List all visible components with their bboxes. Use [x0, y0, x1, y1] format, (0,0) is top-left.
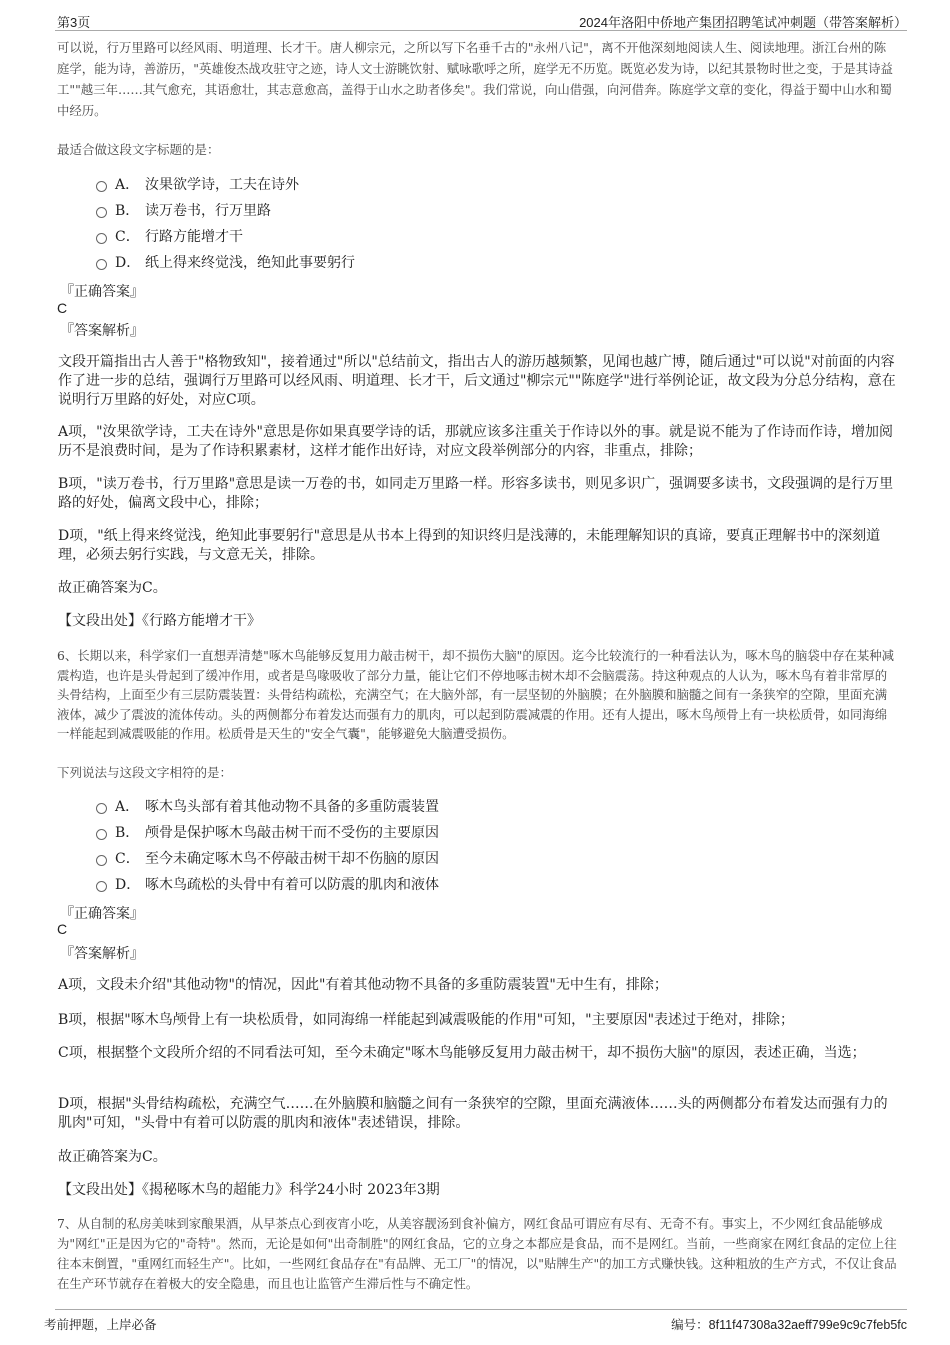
q5-prompt: 最适合做这段文字标题的是：	[57, 142, 220, 157]
radio-icon[interactable]	[96, 233, 107, 244]
q5-passage: 可以说，行万里路可以经风雨、明道理、长才干。唐人柳宗元，之所以写下名垂千古的"永州八记"，离不开他深刻地阅读人生、阅读地理。浙江台州的陈庭学，能为诗，善游历，"英雄俊杰战攻驻守之迹，诗人文士游眺饮射、赋咏歌呼之所，庭学无不历览。既览必发为诗，以纪其景物时世之变，于是其诗益工""越三年……其气愈充，其语愈壮，其志意愈高，盖得于山水之助者侈矣"。我们常说，向山借强，向河借奔。陈庭学文章的变化，得益于蜀中山水和蜀中经历。	[57, 40, 893, 118]
header-divider	[55, 30, 907, 31]
q5-analysis-2: A项，"汝果欲学诗，工夫在诗外"意思是你如果真要学诗的话，那就应该多注重关于作诗以外的事。就是说不能为了作诗而作诗，增加阅历不是浪费时间，是为了作诗积累素材，这样才能作出好诗，对应文段举例部分的内容，非重点，排除；	[58, 424, 893, 459]
q5-analysis-3: B项，"读万卷书，行万里路"意思是读一万卷的书，如同走万里路一样。形容多读书，则见多识广，强调要多读书，文段强调的是行万里路的好处，偏离文段中心，排除；	[58, 476, 894, 511]
radio-icon[interactable]	[96, 855, 107, 866]
q5-option-a[interactable]: A． 汝果欲学诗，工夫在诗外	[96, 174, 299, 194]
q5-option-c[interactable]: C． 行路方能增才干	[96, 226, 243, 246]
q7-passage: 7、从自制的私房美味到家酿果酒，从早茶点心到夜宵小吃，从美容靓汤到食补偏方，网红食品可谓应有尽有、无奇不有。事实上，不少网红食品能够成为"网红"正是因为它的"奇特"。然而，无论是如何"出奇制胜"的网红食品，它的立身之本都应是食品，而不是网红。当前，一些商家在网红食品的定位上往往本末倒置，"重网红而轻生产"。比如，一些网红食品存在"有品牌、无工厂"的情况，以"贴牌生产"的加工方式赚快钱。这种粗放的生产方式，不仅让食品在生产环节就存在着极大的安全隐患，而且也让监管产生滞后性与不确定性。	[57, 1216, 897, 1291]
q6-analysis-3: C项，根据整个文段所介绍的不同看法可知，至今未确定"啄木鸟能够反复用力敲击树干，却不损伤大脑"的原因，表述正确，当选；	[58, 1045, 866, 1061]
document-title: 2024年洛阳中侨地产集团招聘笔试冲刺题（带答案解析）	[579, 15, 907, 30]
q6-analysis-label: 『答案解析』	[60, 946, 144, 962]
q6-analysis-4: D项，根据"头骨结构疏松，充满空气……在外脑膜和脑髓之间有一条狭窄的空隙，里面充满液体……头的两侧都分布着发达而强有力的肌肉"可知，"头骨中有着可以防震的肌肉和液体"表述错误，排除。	[58, 1096, 888, 1131]
q5-conclusion: 故正确答案为C。	[58, 580, 167, 596]
q6-passage: 6、长期以来，科学家们一直想弄清楚"啄木鸟能够反复用力敲击树干，却不损伤大脑"的原因。迄今比较流行的一种看法认为，啄木鸟的脑袋中存在某种减震构造，也许是头骨起到了缓冲作用，或者是鸟喙吸收了部分力量，能让它们不停地啄击树木却不会脑震荡。持这种观点的人认为，啄木鸟有着非常厚的头骨结构，上面至少有三层防震装置：头骨结构疏松，充满空气；在大脑外部，有一层坚韧的外脑膜；在外脑膜和脑髓之间有一条狭窄的空隙，里面充满液体，减少了震波的流体传动。头的两侧都分布着发达而强有力的肌肉，可以起到防震减震的作用。还有人提出，啄木鸟颅骨上有一块松质骨，如同海绵一样能起到减震吸能的作用。松质骨是天生的"安全气囊"，能够避免大脑遭受损伤。	[57, 648, 895, 741]
q5-analysis-label: 『答案解析』	[60, 323, 144, 339]
page-number: 第3页	[57, 15, 91, 30]
q5-option-b[interactable]: B． 读万卷书，行万里路	[96, 200, 271, 220]
q6-option-c[interactable]: C． 至今未确定啄木鸟不停敲击树干却不伤脑的原因	[96, 848, 439, 868]
q6-answer: C	[57, 921, 68, 937]
footer-divider	[55, 1309, 907, 1310]
q5-answer-label: 『正确答案』	[60, 284, 144, 300]
q5-source: 【文段出处】《行路方能增才干》	[58, 613, 261, 629]
q6-answer-label: 『正确答案』	[60, 906, 144, 922]
radio-icon[interactable]	[96, 207, 107, 218]
radio-icon[interactable]	[96, 881, 107, 892]
q6-source: 【文段出处】《揭秘啄木鸟的超能力》科学24小时 2023年3期	[58, 1182, 440, 1198]
radio-icon[interactable]	[96, 181, 107, 192]
q6-option-a[interactable]: A． 啄木鸟头部有着其他动物不具备的多重防震装置	[96, 796, 439, 816]
q6-analysis-1: A项，文段未介绍"其他动物"的情况，因此"有着其他动物不具备的多重防震装置"无中生有，排除；	[58, 977, 668, 993]
q6-analysis-2: B项，根据"啄木鸟颅骨上有一块松质骨，如同海绵一样能起到减震吸能的作用"可知，"主要原因"表述过于绝对，排除；	[58, 1012, 795, 1028]
q6-option-d[interactable]: D． 啄木鸟疏松的头骨中有着可以防震的肌肉和液体	[96, 874, 439, 894]
q5-answer: C	[57, 300, 68, 316]
q6-option-b[interactable]: B． 颅骨是保护啄木鸟敲击树干而不受伤的主要原因	[96, 822, 439, 842]
radio-icon[interactable]	[96, 259, 107, 270]
q5-analysis-4: D项，"纸上得来终觉浅，绝知此事要躬行"意思是从书本上得到的知识终归是浅薄的，未能理解知识的真谛，要真正理解书中的深刻道理，必须去躬行实践，与文意无关，排除。	[58, 528, 881, 563]
document-id: 编号：8f11f47308a32aeff799e9c9c7feb5fc	[671, 1318, 907, 1332]
radio-icon[interactable]	[96, 829, 107, 840]
q5-analysis-1: 文段开篇指出古人善于"格物致知"，接着通过"所以"总结前文，指出古人的游历越频繁，见闻也越广博，随后通过"可以说"对前面的内容作了进一步的总结，强调行万里路可以经风雨、明道理、长才干，后文通过"柳宗元""陈庭学"进行举例论证，故文段为分总分结构，意在说明行万里路的好处，对应C项。	[58, 354, 896, 408]
q6-prompt: 下列说法与这段文字相符的是：	[57, 765, 233, 780]
radio-icon[interactable]	[96, 803, 107, 814]
q6-conclusion: 故正确答案为C。	[58, 1149, 167, 1165]
q5-option-d[interactable]: D． 纸上得来终觉浅，绝知此事要躬行	[96, 252, 355, 272]
footer-slogan: 考前押题，上岸必备	[44, 1318, 157, 1332]
